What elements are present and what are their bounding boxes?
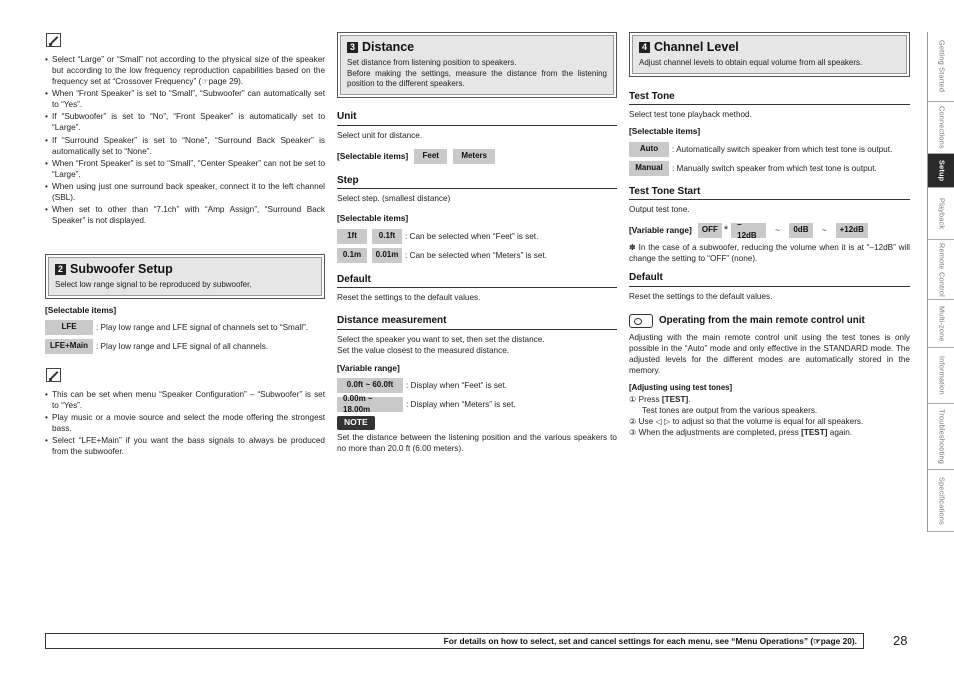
- test-tone-start-heading: Test Tone Start: [629, 185, 910, 201]
- option-tag-0-01m: 0.01m: [372, 248, 402, 263]
- asterisk-mark: *: [723, 224, 729, 237]
- tilde: ~: [821, 226, 827, 236]
- step-item: Test tones are output from the various speakers.: [642, 405, 818, 415]
- note-list-speaker: [45, 54, 325, 226]
- option-tag-feet: Feet: [414, 149, 447, 164]
- column-right: [629, 32, 910, 438]
- test-tone-heading: Test Tone: [629, 90, 910, 106]
- option-tag-1ft: 1ft: [337, 229, 367, 244]
- list-item: • Play music or a movie source and select the mode offering the strongest bass.: [45, 412, 325, 434]
- nav-tab-troubleshooting[interactable]: Troubleshooting: [928, 404, 954, 470]
- variable-range-row: [629, 219, 910, 240]
- section-description: Select low range signal to be reproduced by subwoofer.: [55, 279, 252, 289]
- range-tag-feet: 0.0ft ~ 60.0ft: [337, 378, 403, 393]
- nav-tab-playback[interactable]: Playback: [928, 188, 954, 240]
- note-list-subwoofer: [45, 389, 325, 457]
- list-item: • When set to other than “7.1ch” with “Amp Assign”, “Surround Back Speaker” is not displayed.: [45, 204, 325, 226]
- nav-tab-information[interactable]: Information: [928, 348, 954, 404]
- step-item: ① Press [TEST].: [629, 394, 691, 404]
- remote-control-icon: [629, 314, 653, 328]
- unit-description: Select unit for distance.: [337, 130, 423, 140]
- section-title: 3 Distance: [347, 39, 607, 56]
- variable-range-label: [Variable range]: [337, 362, 400, 373]
- option-row-auto: [629, 142, 910, 157]
- option-tag-0-1m: 0.1m: [337, 248, 367, 263]
- unit-options-row: [337, 149, 617, 164]
- range-tag-plus-12db: +12dB: [836, 223, 868, 238]
- test-tone-start-description: Output test tone.: [629, 205, 690, 215]
- remote-description: Adjusting with the main remote control unit using the test tones is only possible in the “Auto” mode and only effective in the STANDARD mode. The adjusted levels for the different modes are automatically stored in the memory.: [629, 332, 910, 376]
- list-item: • This can be set when menu “Speaker Configuration” – “Subwoofer” is set to “Yes”.: [45, 389, 325, 411]
- range-tag-off: OFF: [698, 223, 722, 238]
- footer-text: For details on how to select, set and cancel settings for each menu, see “Menu Operations” (☞page 20).: [443, 636, 857, 646]
- option-desc: : Play low range and LFE signal of channels set to “Small”.: [96, 323, 309, 333]
- measurement-description: Select the speaker you want to set, then set the distance. Set the value closest to the measured distance.: [337, 334, 545, 355]
- column-left: [45, 32, 325, 458]
- selectable-items-label: [Selectable items]: [337, 213, 409, 224]
- range-row-meters: [337, 393, 617, 414]
- option-tag-lfe: LFE: [45, 320, 93, 335]
- section-title: 2 Subwoofer Setup: [55, 261, 315, 278]
- tilde: ~: [775, 226, 780, 236]
- nav-tab-multi-zone[interactable]: Multi-zone: [928, 300, 954, 348]
- nav-tab-connections[interactable]: Connections: [928, 102, 954, 154]
- range-row-feet: [337, 378, 617, 393]
- step-row-feet: [337, 229, 617, 244]
- list-item: • If “Surround Speaker” is set to “None”, “Surround Back Speaker” is automatically set to “None”.: [45, 135, 325, 157]
- nav-tab-setup[interactable]: Setup: [928, 154, 954, 188]
- option-tag-manual: Manual: [629, 161, 669, 176]
- option-desc: : Automatically switch speaker from which test tone is output.: [672, 144, 893, 154]
- adjusting-label: [Adjusting using test tones]: [629, 383, 733, 393]
- selectable-items-label: [Selectable items]: [629, 126, 701, 137]
- option-desc: : Manually switch speaker from which test tone is output.: [672, 163, 877, 173]
- step-heading: Step: [337, 174, 617, 190]
- pencil-note-icon: [46, 368, 61, 382]
- selectable-items-label: [Selectable items]: [45, 304, 117, 315]
- section-number: 4: [639, 42, 650, 53]
- step-item: ② Use ◁ ▷ to adjust so that the volume is equal for all speakers.: [629, 416, 864, 426]
- column-middle: [337, 32, 617, 454]
- subwoofer-note: ✽ In the case of a subwoofer, reducing the volume when it is at “–12dB” will change the setting to “OFF” (none).: [629, 243, 910, 264]
- page-number: 28: [893, 633, 908, 648]
- option-tag-auto: Auto: [629, 142, 669, 157]
- option-tag-0-1ft: 0.1ft: [372, 229, 402, 244]
- list-item: • Select “Large” or “Small” not according to the physical size of the speaker but according to the low frequency reproduction capabilities based on the frequency set at “Crossover Frequency” (☞page 29).: [45, 54, 325, 87]
- selectable-items-label: [Selectable items]: [337, 150, 409, 161]
- option-desc: : Play low range and LFE signal of all channels.: [96, 342, 269, 352]
- list-item: • When “Front Speaker” is set to “Small”, “Subwoofer” can automatically set to “Yes”.: [45, 88, 325, 110]
- range-tag-0db: 0dB: [789, 223, 813, 238]
- default-description: Reset the settings to the default values.: [337, 293, 481, 303]
- range-desc: : Display when “Feet” is set.: [406, 381, 508, 391]
- list-item: • When using just one surround back speaker, connect it to the left channel (SBL).: [45, 181, 325, 203]
- variable-range-label: [Variable range]: [629, 224, 692, 235]
- section-description: Adjust channel levels to obtain equal volume from all speakers.: [639, 57, 863, 67]
- range-desc: : Display when “Meters” is set.: [406, 400, 516, 410]
- step-list: [629, 394, 910, 438]
- option-row-lfe: [45, 320, 325, 335]
- list-item: • If “Subwoofer” is set to “No”, “Front Speaker” is automatically set to “Large”.: [45, 111, 325, 133]
- test-tone-description: Select test tone playback method.: [629, 110, 752, 120]
- unit-heading: Unit: [337, 110, 617, 126]
- list-item: • When “Front Speaker” is set to “Small”, “Center Speaker” can not be set to “Large”.: [45, 158, 325, 180]
- distance-section: [337, 32, 617, 98]
- option-tag-lfe-main: LFE+Main: [45, 339, 93, 354]
- step-row-meters: [337, 248, 617, 263]
- step-item: ③ When the adjustments are completed, press [TEST] again.: [629, 427, 853, 437]
- chapter-side-nav: [927, 32, 954, 532]
- section-title: 4 Channel Level: [639, 39, 900, 56]
- subwoofer-setup-section: [45, 254, 325, 299]
- list-item: • Select “LFE+Main” if you want the bass signals to always be produced from the subwoofer.: [45, 435, 325, 457]
- option-desc: : Can be selected when “Feet” is set.: [405, 231, 539, 241]
- nav-tab-getting-started[interactable]: Getting Started: [928, 32, 954, 102]
- footer-bar: [45, 633, 864, 649]
- option-row-manual: [629, 161, 910, 176]
- note-text: Set the distance between the listening position and the various speakers to no more than 20.0 ft (6.00 meters).: [337, 432, 617, 453]
- option-tag-meters: Meters: [453, 149, 495, 164]
- note-badge: NOTE: [337, 416, 375, 429]
- default-heading: Default: [629, 271, 910, 287]
- option-desc: : Can be selected when “Meters” is set.: [405, 250, 547, 260]
- channel-level-section: [629, 32, 910, 77]
- default-description: Reset the settings to the default values.: [629, 291, 773, 301]
- default-heading: Default: [337, 273, 617, 289]
- pencil-note-icon: [46, 33, 61, 47]
- nav-tab-specifications[interactable]: Specifications: [928, 470, 954, 532]
- section-number: 3: [347, 42, 358, 53]
- section-number: 2: [55, 264, 66, 275]
- section-description: Set distance from listening position to speakers. Before making the settings, measure the distance from the listening position to the different speakers.: [347, 57, 607, 89]
- range-tag-meters: 0.00m ~ 18.00m: [337, 397, 403, 412]
- distance-measurement-heading: Distance measurement: [337, 314, 617, 330]
- remote-heading: Operating from the main remote control unit: [629, 314, 910, 328]
- step-description: Select step. (smallest distance): [337, 194, 451, 204]
- nav-tab-remote-control[interactable]: Remote Control: [928, 240, 954, 300]
- range-tag-minus-12db: –12dB: [731, 223, 766, 238]
- option-row-lfe-main: [45, 339, 325, 354]
